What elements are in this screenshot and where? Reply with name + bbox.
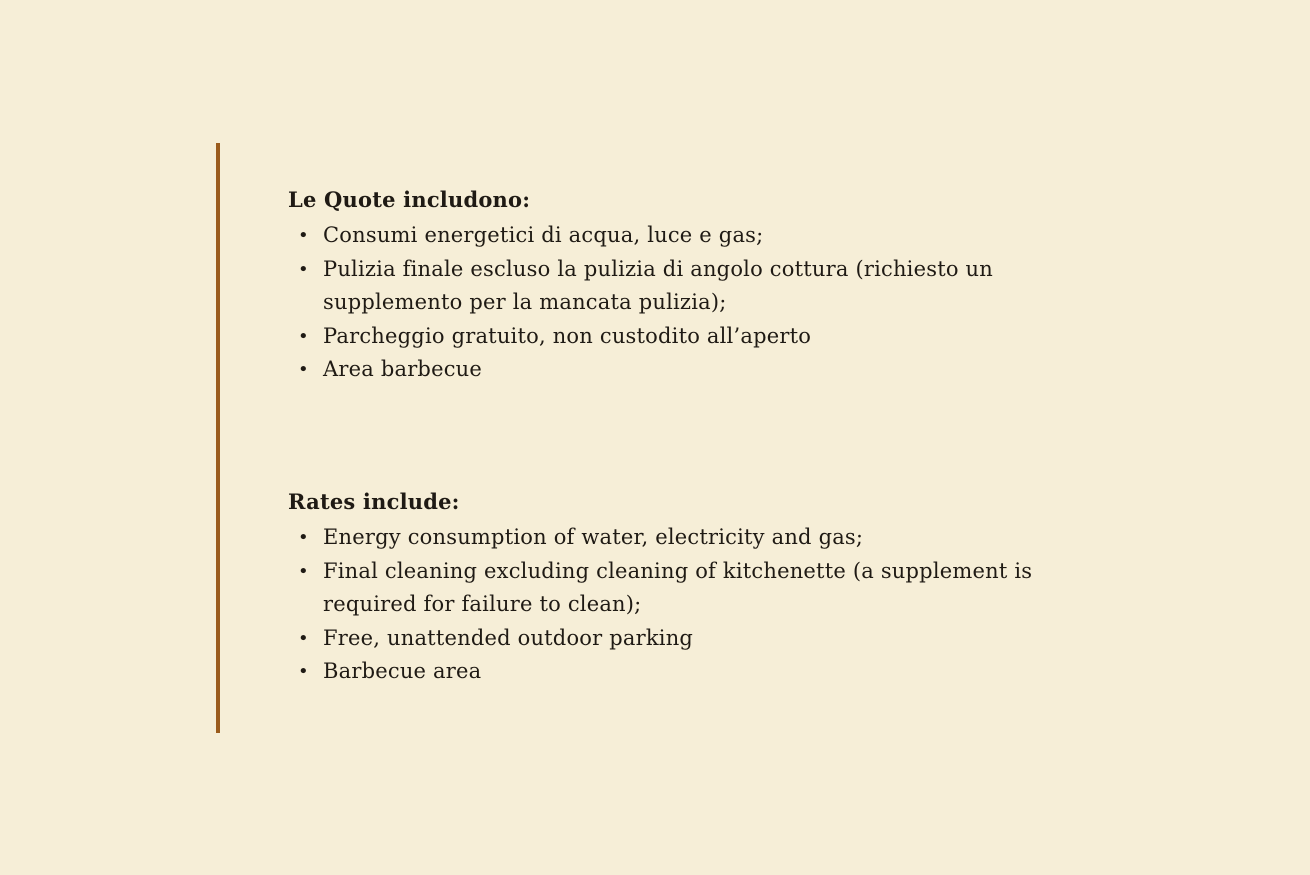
bullet-icon: • [298, 661, 309, 682]
list-item [288, 219, 1108, 253]
list-item [288, 655, 1108, 689]
accent-divider-bar [216, 143, 220, 733]
list-item-text: Energy consumption of water, electricity and gas; [323, 525, 864, 549]
english-section [288, 488, 1108, 689]
list-item-text: Free, unattended outdoor parking [323, 625, 694, 650]
bullet-icon: • [298, 225, 309, 246]
bullet-icon: • [298, 325, 309, 347]
list-item-text: Barbecue area [323, 659, 482, 683]
list-item-text: Final cleaning excluding cleaning of kitchenette (a supplement is required for failure to clean); [323, 558, 1033, 616]
list-item [288, 622, 1108, 656]
list-item-text: Pulizia finale escluso la pulizia di angolo cottura (richiesto un supplemento per la mancata pulizia); [323, 256, 994, 314]
list-item [288, 521, 1108, 555]
italian-heading: Le Quote includono: [288, 187, 531, 212]
bullet-icon: • [298, 627, 309, 649]
english-heading: Rates include: [288, 489, 460, 514]
bullet-icon: • [298, 359, 309, 380]
bullet-icon: • [298, 560, 309, 582]
list-item-text: Area barbecue [323, 357, 483, 381]
list-item-text: Consumi energetici di acqua, luce e gas; [323, 223, 764, 247]
list-item [288, 320, 1108, 354]
english-list [288, 521, 1108, 689]
list-item [288, 353, 1108, 387]
list-item [288, 253, 1108, 320]
bullet-icon: • [298, 258, 309, 280]
list-item [288, 555, 1108, 622]
italian-section [288, 186, 1108, 387]
italian-list [288, 219, 1108, 387]
bullet-icon: • [298, 527, 309, 548]
list-item-text: Parcheggio gratuito, non custodito all’aperto [323, 323, 812, 348]
